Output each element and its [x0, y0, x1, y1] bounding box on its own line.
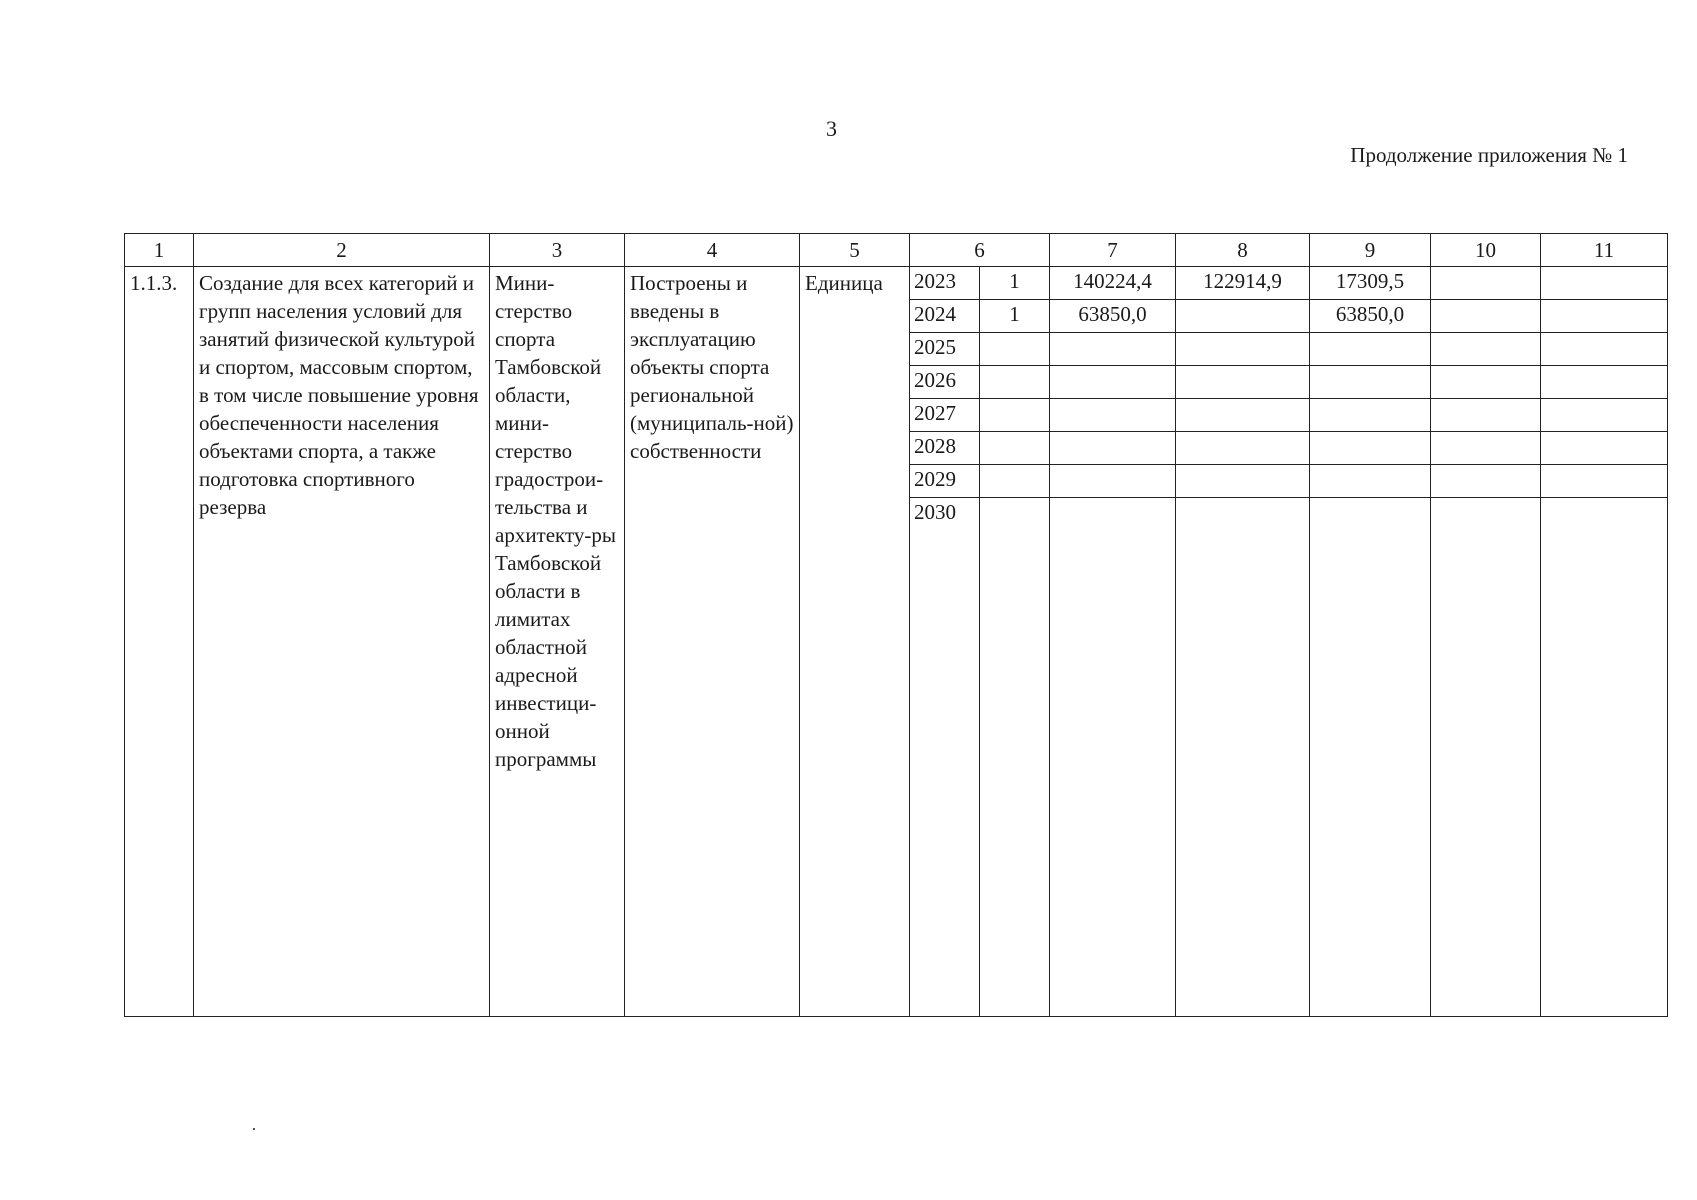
funding-col-10 — [1431, 333, 1541, 366]
funding-col-8 — [1176, 333, 1310, 366]
year-cell: 2026 — [910, 366, 980, 399]
header-cell: 5 — [800, 234, 910, 267]
funding-col-9 — [1310, 465, 1431, 498]
result-indicator: Построены и введены в эксплуатацию объекты спорта региональной (муниципаль-ной) собственности — [625, 267, 800, 1017]
header-cell: 11 — [1541, 234, 1668, 267]
funding-col-10 — [1431, 498, 1541, 1017]
funding-col-11 — [1541, 498, 1668, 1017]
funding-col-11 — [1541, 432, 1668, 465]
funding-col-8 — [1176, 366, 1310, 399]
header-cell: 10 — [1431, 234, 1541, 267]
funding-col-11 — [1541, 399, 1668, 432]
funding-col-9: 17309,5 — [1310, 267, 1431, 300]
funding-col-11 — [1541, 333, 1668, 366]
indicator-value — [980, 498, 1050, 1017]
header-cell: 1 — [125, 234, 194, 267]
funding-col-10 — [1431, 366, 1541, 399]
funding-col-8 — [1176, 300, 1310, 333]
column-number-row — [125, 234, 1668, 267]
indicator-value — [980, 465, 1050, 498]
total-funding: 140224,4 — [1050, 267, 1176, 300]
funding-col-9: 63850,0 — [1310, 300, 1431, 333]
header-cell: 7 — [1050, 234, 1176, 267]
indicator-value: 1 — [980, 267, 1050, 300]
total-funding: 63850,0 — [1050, 300, 1176, 333]
funding-col-8 — [1176, 465, 1310, 498]
total-funding — [1050, 432, 1176, 465]
header-cell: 9 — [1310, 234, 1431, 267]
responsible-executor: Мини-стерство спорта Тамбовской области, мини-стерство градострои-тельства и архитекту-ры Тамбовской области в лимитах областной адресной инвестици-онной программы — [490, 267, 625, 1017]
year-cell: 2025 — [910, 333, 980, 366]
year-cell: 2027 — [910, 399, 980, 432]
total-funding — [1050, 333, 1176, 366]
page-number: 3 — [826, 116, 837, 141]
appendix-continuation-note: Продолжение приложения № 1 — [1350, 143, 1628, 167]
unit-of-measure: Единица — [800, 267, 910, 1017]
year-cell: 2030 — [910, 498, 980, 1017]
total-funding — [1050, 399, 1176, 432]
header-cell: 6 — [910, 234, 1050, 267]
funding-col-10 — [1431, 300, 1541, 333]
funding-col-8 — [1176, 498, 1310, 1017]
header-cell: 2 — [194, 234, 490, 267]
funding-col-8: 122914,9 — [1176, 267, 1310, 300]
funding-col-10 — [1431, 465, 1541, 498]
measure-description: Создание для всех категорий и групп населения условий для занятий физической культурой и спортом, массовым спортом, в том числе повышение уровня обеспеченности населения объектами спорта, а также подготовка спортивного резерва — [194, 267, 490, 1017]
scan-speck — [253, 1128, 255, 1130]
header-cell: 3 — [490, 234, 625, 267]
year-cell: 2029 — [910, 465, 980, 498]
funding-col-9 — [1310, 399, 1431, 432]
funding-col-10 — [1431, 432, 1541, 465]
indicator-value: 1 — [980, 300, 1050, 333]
funding-col-11 — [1541, 267, 1668, 300]
funding-col-11 — [1541, 300, 1668, 333]
funding-col-10 — [1431, 399, 1541, 432]
total-funding — [1050, 465, 1176, 498]
funding-col-10 — [1431, 267, 1541, 300]
total-funding — [1050, 498, 1176, 1017]
appendix-table — [124, 233, 1668, 1017]
indicator-value — [980, 399, 1050, 432]
funding-col-8 — [1176, 432, 1310, 465]
year-cell: 2028 — [910, 432, 980, 465]
funding-col-8 — [1176, 399, 1310, 432]
header-cell: 8 — [1176, 234, 1310, 267]
funding-col-11 — [1541, 366, 1668, 399]
funding-col-9 — [1310, 366, 1431, 399]
indicator-value — [980, 366, 1050, 399]
funding-col-9 — [1310, 498, 1431, 1017]
item-number: 1.1.3. — [125, 267, 194, 1017]
funding-col-9 — [1310, 333, 1431, 366]
funding-col-9 — [1310, 432, 1431, 465]
year-cell: 2023 — [910, 267, 980, 300]
year-cell: 2024 — [910, 300, 980, 333]
total-funding — [1050, 366, 1176, 399]
funding-col-11 — [1541, 465, 1668, 498]
indicator-value — [980, 333, 1050, 366]
header-cell: 4 — [625, 234, 800, 267]
indicator-value — [980, 432, 1050, 465]
table-row — [125, 267, 1668, 300]
